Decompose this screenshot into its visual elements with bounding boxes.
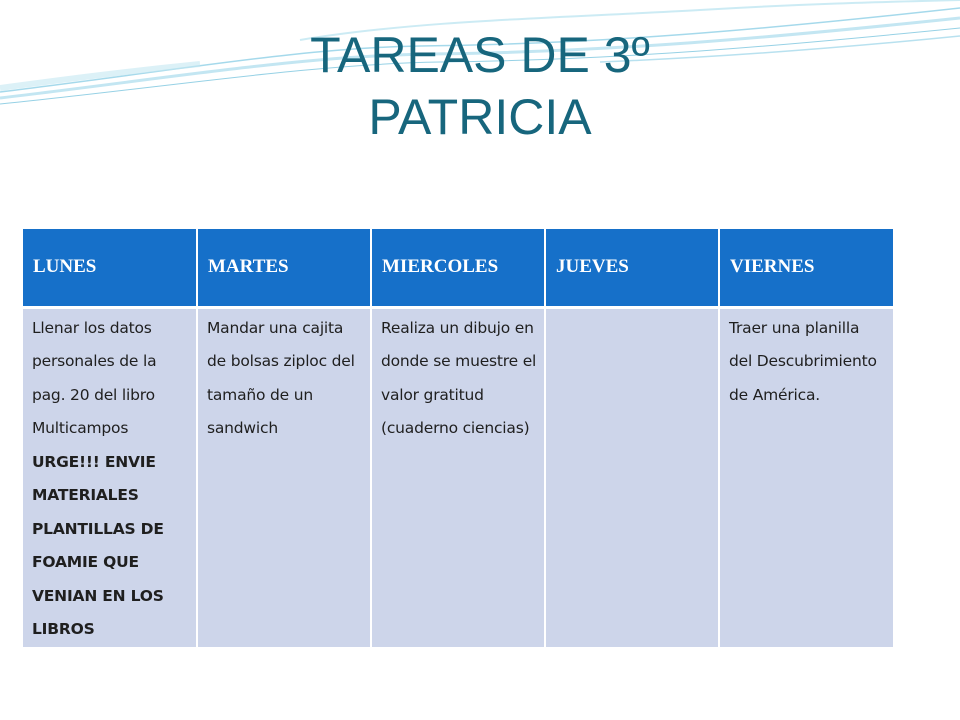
header-martes: MARTES [197, 229, 371, 307]
table-row [23, 307, 893, 647]
cell-jueves [545, 307, 719, 647]
header-lunes: LUNES [23, 229, 197, 307]
cell-martes: Mandar una cajita de bolsas ziploc del tamaño de un sandwich [197, 307, 371, 647]
table-header-row [23, 229, 893, 307]
homework-table [23, 229, 893, 647]
cell-viernes: Traer una planilla del Descubrimiento de América. [719, 307, 893, 647]
header-viernes: VIERNES [719, 229, 893, 307]
cell-lunes [23, 307, 197, 647]
slide-title [0, 24, 960, 148]
cell-lunes-urgent-note: URGE!!! ENVIE MATERIALES PLANTILLAS DE FOAMIE QUE VENIAN EN LOS LIBROS [32, 452, 164, 638]
cell-lunes-text: Llenar los datos personales de la pag. 20 del libro Multicampos [32, 318, 157, 437]
title-line-2: PATRICIA [368, 89, 592, 145]
cell-miercoles: Realiza un dibujo en donde se muestre el valor gratitud (cuaderno ciencias) [371, 307, 545, 647]
header-jueves: JUEVES [545, 229, 719, 307]
title-line-1: TAREAS DE 3º [310, 27, 650, 83]
header-miercoles: MIERCOLES [371, 229, 545, 307]
